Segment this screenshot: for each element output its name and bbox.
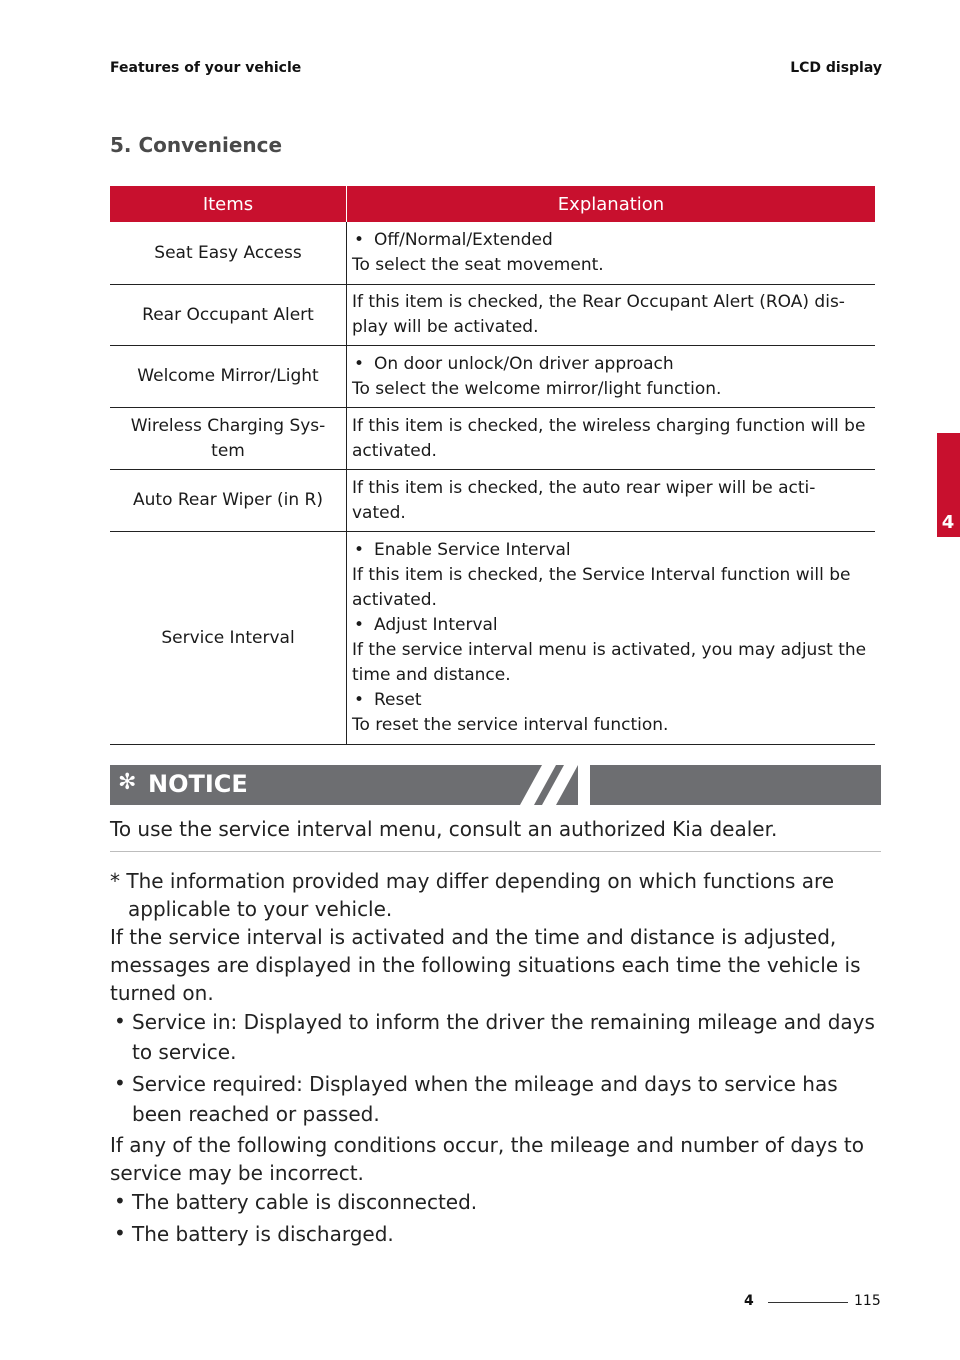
column-header-explanation: Explanation [557,193,665,215]
table-cell-explanation [347,346,875,407]
footer-rule [768,1302,848,1303]
footer-chapter-number: 4 [744,1293,754,1309]
explanation-text: To select the welcome mirror/light function. [352,378,722,399]
chapter-side-number: 4 [941,512,955,533]
table-cell-item: Auto Rear Wiper (in R) [110,470,347,531]
table-row [110,532,875,745]
explanation-text: If this item is checked, the wireless charging function will be activated. [352,415,866,461]
table-row [110,408,875,470]
bullet-icon: • [114,1009,126,1033]
paragraph-incorrect-conditions: If any of the following conditions occur, the mileage and number of days to service may be incorrect. [110,1133,864,1185]
explanation-text: If the service interval menu is activated, you may adjust the time and distance. [352,640,867,685]
table-row [110,222,875,285]
explanation-text: To select the seat movement. [352,255,604,275]
explanation-text: If this item is checked, the auto rear wiper will be acti-vated. [352,477,816,523]
table-cell-explanation [347,532,875,744]
paragraph-service-messages: If the service interval is activated and the time and distance is adjusted, messages are displayed in the following situations each time the vehicle is turned on. [110,925,861,1005]
table-cell-item: Welcome Mirror/Light [110,346,347,407]
bullet-icon: • [354,230,365,250]
list-item-text: Service in: Displayed to inform the driver the remaining mileage and days to service. [132,1010,875,1064]
explanation-option-text: On door unlock/On driver approach [374,353,674,374]
list-item [110,1007,881,1067]
convenience-table [110,186,875,745]
explanation-text: To reset the service interval function. [352,715,669,735]
notice-text: To use the service interval menu, consult an authorized Kia dealer. [110,817,778,841]
explanation-option [352,688,867,713]
asterisk-icon: ✻ [118,770,137,795]
bullet-icon: • [354,690,365,710]
explanation-option-text: Reset [374,690,422,710]
bullet-icon: • [114,1071,126,1095]
body-text [110,867,881,1251]
explanation-option-text: Off/Normal/Extended [374,230,553,250]
running-header-section: Features of your vehicle [110,60,302,76]
running-header-topic: LCD display [790,60,882,76]
footnote-continued: applicable to your vehicle. [128,897,393,921]
column-header-items: Items [110,186,347,222]
notice-label: NOTICE [148,770,248,798]
bullet-icon: • [354,615,365,635]
explanation-option [352,538,867,563]
table-row [110,346,875,408]
notice-banner [110,765,881,805]
bullet-icon: • [354,540,365,560]
double-slash-decoration [520,765,590,805]
explanation-option-text: Adjust Interval [374,615,498,635]
explanation-text: If this item is checked, the Service Interval function will be activated. [352,565,851,610]
notice-divider [110,851,881,852]
section-title: 5. Convenience [110,133,283,157]
table-cell-explanation [347,408,875,469]
table-cell-explanation [347,285,875,345]
bullet-icon: • [114,1189,126,1213]
explanation-text: If this item is checked, the Rear Occupant Alert (ROA) dis-play will be activated. [352,292,845,337]
footnote: * The information provided may differ depending on which functions are [110,869,835,893]
table-cell-explanation [347,470,875,531]
list-item [110,1187,881,1217]
list-item [110,1069,881,1129]
explanation-option [352,613,867,638]
list-item-text: Service required: Displayed when the mileage and days to service has been reached or passed. [132,1072,838,1126]
list-item-text: The battery is discharged. [132,1222,394,1246]
bullet-icon: • [114,1221,126,1245]
table-cell-item: Wireless Charging Sys-tem [110,408,347,469]
list-item [110,1219,881,1249]
table-row [110,285,875,346]
explanation-option [352,352,867,377]
table-header [110,186,875,222]
table-cell-item: Rear Occupant Alert [110,285,347,345]
table-cell-item: Seat Easy Access [110,222,347,284]
explanation-option [352,228,867,253]
bullet-icon: • [354,353,365,374]
table-cell-explanation [347,222,875,284]
table-row [110,470,875,532]
table-cell-item: Service Interval [110,532,347,744]
explanation-option-text: Enable Service Interval [374,540,571,560]
list-item-text: The battery cable is disconnected. [132,1190,478,1214]
footer-page-number: 115 [854,1293,881,1309]
